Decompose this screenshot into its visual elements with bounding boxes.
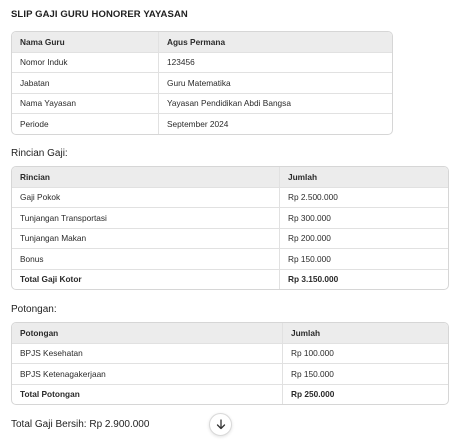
table-cell: September 2024 xyxy=(167,118,229,129)
table-row xyxy=(12,344,448,365)
table-header-row xyxy=(12,167,448,188)
table-cell: Yayasan Pendidikan Abdi Bangsa xyxy=(159,94,392,115)
table-row xyxy=(12,114,392,134)
table-header-cell: Jumlah xyxy=(280,167,448,188)
table-header-row xyxy=(12,323,448,344)
scroll-down-button[interactable] xyxy=(209,413,232,436)
potongan-heading: Potongan: xyxy=(11,304,57,315)
table-cell: Rp 300.000 xyxy=(280,208,448,229)
table-cell: Bonus xyxy=(12,249,280,270)
table-header-cell: Nama Guru xyxy=(12,32,159,53)
table-total-row xyxy=(12,270,448,290)
table-cell: Tunjangan Transportasi xyxy=(12,208,280,229)
table-cell: Rp 150.000 xyxy=(283,364,448,385)
table-cell: 123456 xyxy=(159,53,392,74)
table-cell: Rp 2.500.000 xyxy=(280,188,448,209)
table-cell: Total Potongan xyxy=(12,385,283,405)
table-cell: Rp 150.000 xyxy=(280,249,448,270)
table-row xyxy=(12,208,448,229)
net-salary-text: Total Gaji Bersih: Rp 2.900.000 xyxy=(11,419,150,430)
rincian-heading: Rincian Gaji: xyxy=(11,148,68,159)
potongan-table xyxy=(11,322,449,405)
arrow-down-icon xyxy=(216,419,226,430)
table-row xyxy=(12,94,392,115)
table-header-cell: Potongan xyxy=(12,323,283,344)
table-row xyxy=(12,53,392,74)
page-title: SLIP GAJI GURU HONORER YAYASAN xyxy=(11,9,188,20)
table-cell: Jabatan xyxy=(12,73,159,94)
table-total-row xyxy=(12,385,448,405)
table-header-cell: Agus Permana xyxy=(159,32,392,53)
teacher-info-table xyxy=(11,31,393,135)
table-cell: Rp 100.000 xyxy=(283,344,448,365)
table-row xyxy=(12,229,448,250)
table-row xyxy=(12,364,448,385)
table-header-cell: Jumlah xyxy=(283,323,448,344)
table-cell: Rp 250.000 xyxy=(291,389,335,400)
table-header-row xyxy=(12,32,392,53)
table-cell: Guru Matematika xyxy=(159,73,392,94)
rincian-gaji-table xyxy=(11,166,449,290)
table-cell: Rp 3.150.000 xyxy=(288,274,339,285)
table-cell: Nama Yayasan xyxy=(12,94,159,115)
table-row xyxy=(12,73,392,94)
table-cell: BPJS Kesehatan xyxy=(12,344,283,365)
table-cell: Nomor Induk xyxy=(12,53,159,74)
table-cell: Tunjangan Makan xyxy=(12,229,280,250)
table-cell: Rp 200.000 xyxy=(280,229,448,250)
table-cell: BPJS Ketenagakerjaan xyxy=(12,364,283,385)
table-cell: Periode xyxy=(12,114,159,134)
table-row xyxy=(12,249,448,270)
table-header-cell: Rincian xyxy=(12,167,280,188)
table-row xyxy=(12,188,448,209)
table-cell: Gaji Pokok xyxy=(12,188,280,209)
table-cell: Total Gaji Kotor xyxy=(12,270,280,290)
